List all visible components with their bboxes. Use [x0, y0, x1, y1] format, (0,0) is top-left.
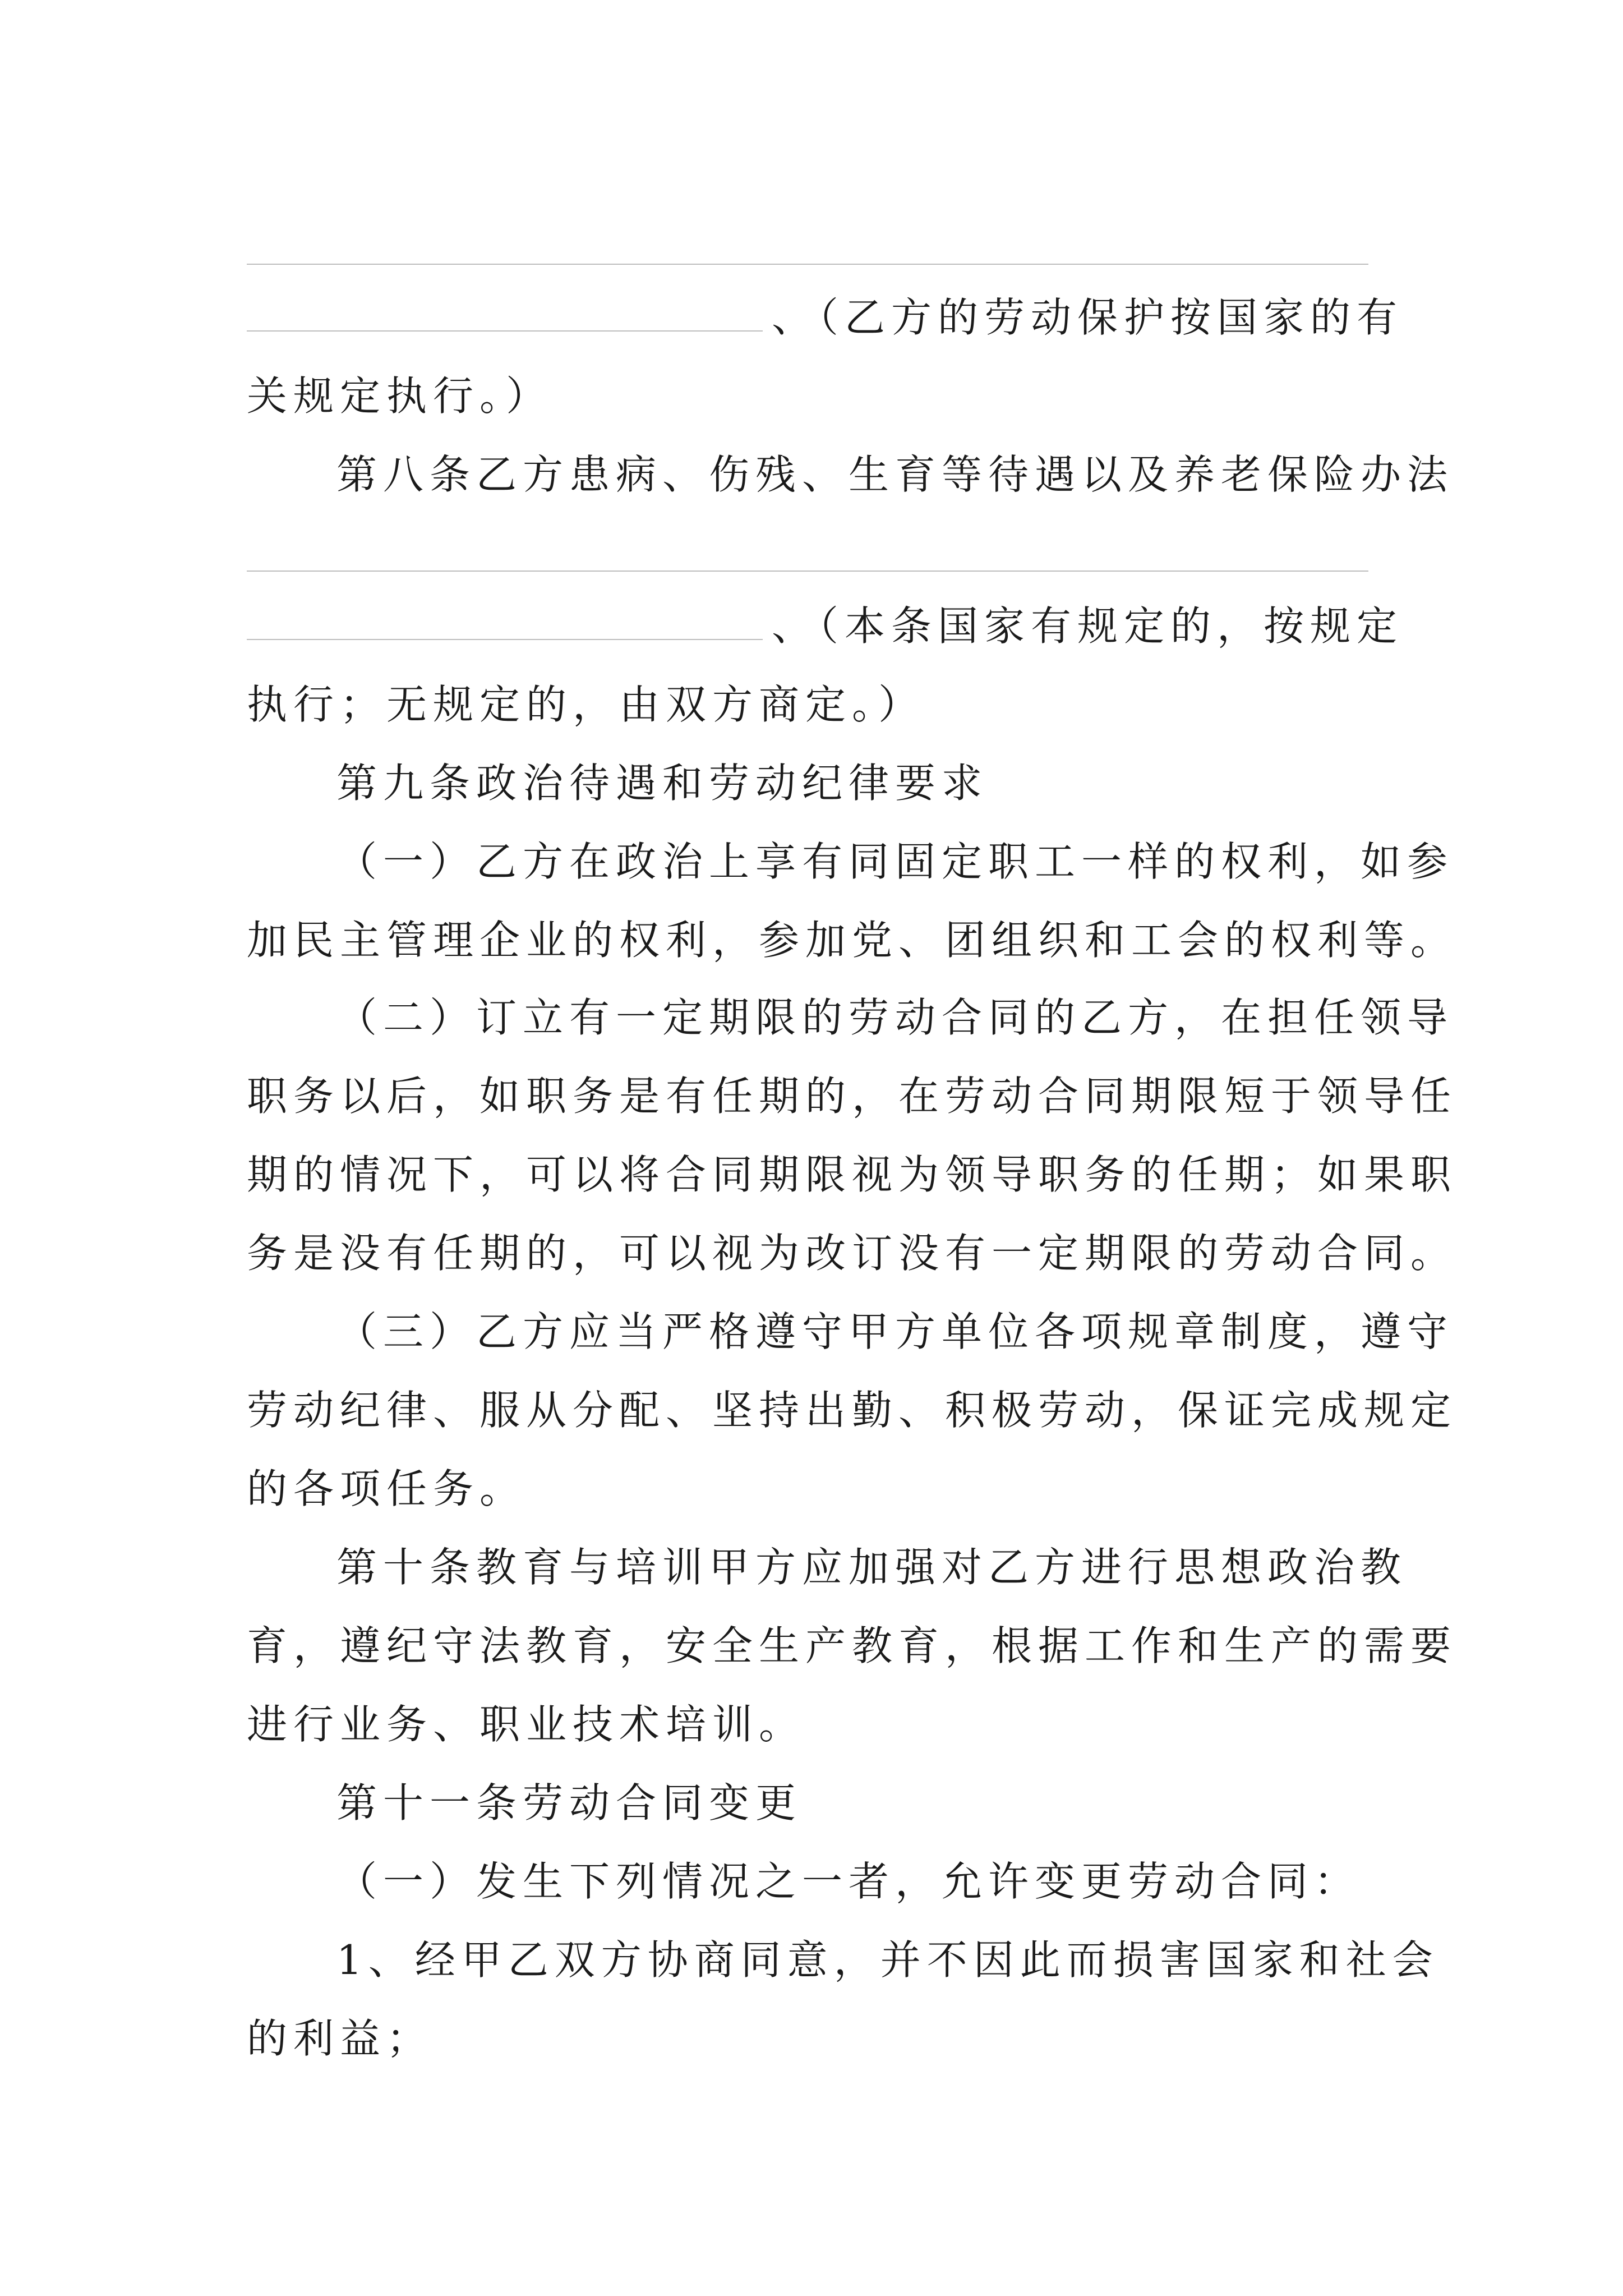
fill-in-blank — [247, 639, 763, 640]
paragraph-line: 劳动纪律、服从分配、坚持出勤、积极劳动，保证完成规定 — [247, 1387, 1458, 1434]
article-8-heading: 第八条乙方患病、伤残、生育等待遇以及养老保险办法 — [336, 451, 1454, 498]
paragraph-line: （三）乙方应当严格遵守甲方单位各项规章制度，遵守 — [336, 1308, 1454, 1355]
paragraph-line: （二）订立有一定期限的劳动合同的乙方，在担任领导 — [336, 994, 1454, 1041]
article-10-heading: 第十条教育与培训甲方应加强对乙方进行思想政治教 — [336, 1544, 1408, 1591]
paragraph-line: （一）乙方在政治上享有同固定职工一样的权利，如参 — [336, 838, 1454, 885]
paragraph-line: 关规定执行。） — [247, 372, 553, 420]
paragraph-line: 1、经甲乙双方协商同意，并不因此而损害国家和社会 — [336, 1936, 1439, 1984]
paragraph-line: 进行业务、职业技术培训。 — [247, 1701, 806, 1748]
paragraph-line: （一）发生下列情况之一者，允许变更劳动合同： — [336, 1858, 1361, 1905]
fill-in-blank — [247, 330, 763, 332]
paragraph-line: 育，遵纪守法教育，安全生产教育，根据工作和生产的需要 — [247, 1622, 1458, 1669]
fill-in-rule — [247, 570, 1368, 572]
paragraph-line: 、（本条国家有规定的，按规定 — [247, 600, 1385, 652]
paragraph-line: 的利益； — [247, 2015, 434, 2062]
fill-in-rule — [247, 264, 1368, 265]
paragraph-line: 期的情况下，可以将合同期限视为领导职务的任期；如果职 — [247, 1151, 1458, 1198]
article-9-heading: 第九条政治待遇和劳动纪律要求 — [336, 760, 989, 807]
document-page — [247, 0, 1458, 2296]
paragraph-line: 加民主管理企业的权利，参加党、团组织和工会的权利等。 — [247, 917, 1458, 964]
paragraph-line: 职务以后，如职务是有任期的，在劳动合同期限短于领导任 — [247, 1073, 1458, 1120]
article-11-heading: 第十一条劳动合同变更 — [336, 1779, 803, 1826]
paragraph-line: 执行；无规定的，由双方商定。） — [247, 681, 925, 728]
paragraph-line: 、（乙方的劳动保护按国家的有 — [247, 292, 1385, 343]
paragraph-line: 的各项任务。 — [247, 1465, 527, 1512]
paragraph-line: 务是没有任期的，可以视为改订没有一定期限的劳动合同。 — [247, 1230, 1458, 1277]
